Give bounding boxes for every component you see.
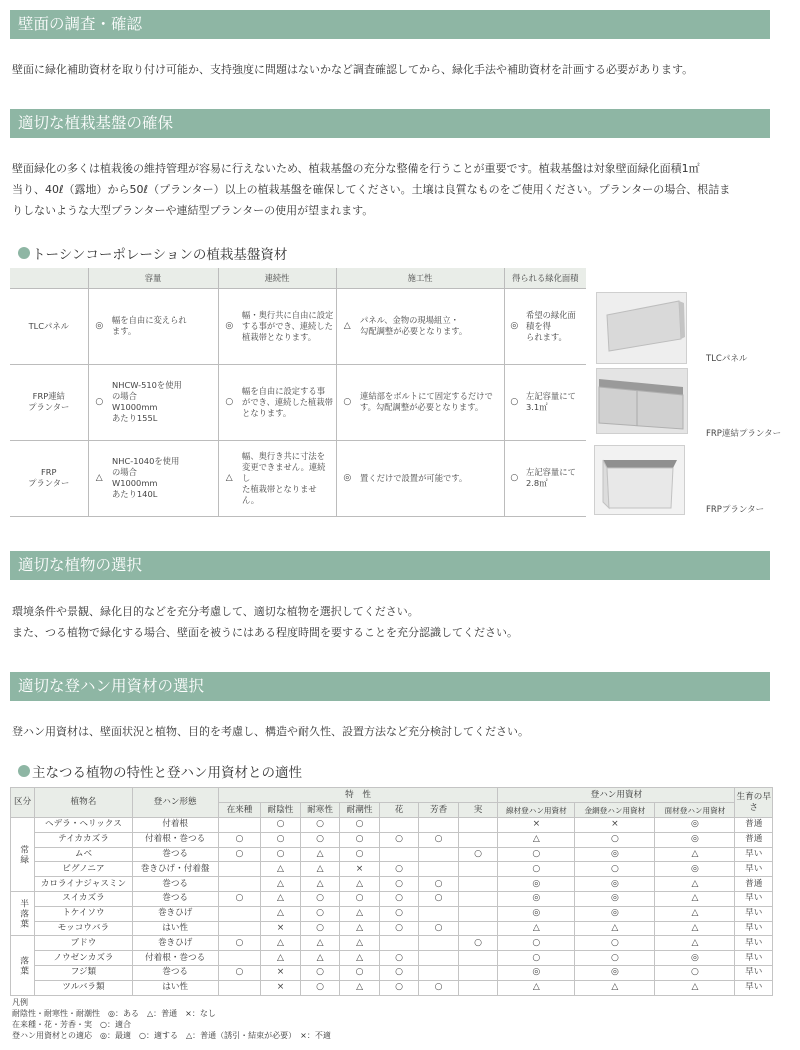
trait-mark xyxy=(419,965,459,980)
cell-line: 勾配調整が必要となります。 xyxy=(360,326,468,336)
materials-heading-text: トーシンコーポレーションの植栽基盤資材 xyxy=(32,247,288,263)
header-trait: 実 xyxy=(458,803,498,818)
material-suitability: ◎ xyxy=(655,818,735,833)
trait-mark: △ xyxy=(300,951,340,966)
cell-line: W1000mm xyxy=(112,478,158,488)
material-suitability: ◎ xyxy=(575,906,655,921)
trait-mark: △ xyxy=(340,906,380,921)
cell-line: パネル、金物の現場組立・ xyxy=(360,315,459,325)
plant-name: フジ類 xyxy=(35,965,132,980)
material-suitability: ◎ xyxy=(498,906,575,921)
header-climb-form: 登ハン形態 xyxy=(132,788,218,818)
trait-mark xyxy=(218,921,261,936)
header-growth-speed: 生育の早さ xyxy=(735,788,773,818)
trait-mark: △ xyxy=(340,936,380,951)
plant-row xyxy=(11,936,773,951)
tlc-panel-photo xyxy=(596,292,687,364)
cell-line: 左記容量にて3.1㎡ xyxy=(526,391,576,412)
text-line: 当り、40ℓ（露地）から50ℓ（プランター）以上の植栽基盤を確保してください。土壌は良質なものをご使用ください。プランターの場合、根詰ま xyxy=(12,183,731,196)
trait-mark: △ xyxy=(261,951,301,966)
cell-line: 幅を自由に設定する事 xyxy=(242,385,325,396)
plant-characteristics-table xyxy=(10,787,773,996)
material-suitability: ◎ xyxy=(498,877,575,892)
material-suitability: ◎ xyxy=(575,847,655,862)
trait-mark xyxy=(419,951,459,966)
header-trait: 芳香 xyxy=(419,803,459,818)
trait-mark: ○ xyxy=(419,832,459,847)
trait-mark xyxy=(218,877,261,892)
plant-category: 落葉 xyxy=(11,936,35,995)
trait-mark: △ xyxy=(340,951,380,966)
continuity-text xyxy=(240,288,336,364)
trait-mark: ○ xyxy=(379,906,419,921)
growth-speed: 普通 xyxy=(735,877,773,892)
trait-mark xyxy=(458,818,498,833)
capacity-mark: ◎ xyxy=(88,288,110,364)
material-name xyxy=(10,288,88,364)
cell-line: た植栽帯となりません。 xyxy=(242,483,317,505)
trait-mark xyxy=(458,951,498,966)
material-suitability: ◎ xyxy=(498,965,575,980)
material-suitability: △ xyxy=(655,936,735,951)
plant-selection-text xyxy=(12,601,772,643)
section-title-planting-base: 適切な植栽基盤の確保 xyxy=(10,109,770,138)
trait-mark xyxy=(458,965,498,980)
trait-mark xyxy=(458,832,498,847)
material-suitability: × xyxy=(575,818,655,833)
header-climbing-materials: 登ハン用資材 xyxy=(498,788,735,803)
trait-mark: ○ xyxy=(379,951,419,966)
climbing-materials-text: 登ハン用資材は、壁面状況と植物、目的を考慮し、構造や耐久性、設置方法など充分検討してください。 xyxy=(12,725,529,738)
trait-mark: ○ xyxy=(300,891,340,906)
plants-heading xyxy=(18,761,302,781)
workability-mark: ◎ xyxy=(336,440,358,516)
plant-name: ツルバラ類 xyxy=(35,980,132,995)
trait-mark: △ xyxy=(261,862,301,877)
trait-mark xyxy=(379,818,419,833)
growth-speed: 早い xyxy=(735,906,773,921)
header-trait: 耐潮性 xyxy=(340,803,380,818)
material-name xyxy=(10,440,88,516)
material-suitability: △ xyxy=(655,877,735,892)
trait-mark: × xyxy=(261,965,301,980)
cell-line: する事ができ、連続した xyxy=(242,320,333,331)
header-trait: 在来種 xyxy=(218,803,261,818)
material-suitability: ◎ xyxy=(498,891,575,906)
materials-header-blank xyxy=(10,268,88,288)
header-category: 区分 xyxy=(11,788,35,818)
climb-form: 付着根・巻つる xyxy=(132,832,218,847)
bullet-dot-icon xyxy=(18,247,30,259)
growth-speed: 普通 xyxy=(735,818,773,833)
trait-mark: ○ xyxy=(458,847,498,862)
trait-mark xyxy=(419,936,459,951)
trait-mark: ○ xyxy=(300,832,340,847)
plant-row xyxy=(11,951,773,966)
materials-header: 容量 xyxy=(88,268,218,288)
material-suitability: ◎ xyxy=(655,951,735,966)
trait-mark: ○ xyxy=(419,891,459,906)
bullet-dot-icon xyxy=(18,765,30,777)
trait-mark: ○ xyxy=(458,936,498,951)
workability-text xyxy=(358,440,504,516)
materials-row xyxy=(10,364,586,440)
material-suitability: ○ xyxy=(498,847,575,862)
cell-line: 幅・奥行共に自由に設定 xyxy=(242,309,334,320)
continuity-mark: △ xyxy=(218,440,240,516)
cell-line: られます。 xyxy=(526,331,567,342)
legend-line: 在来種・花・芳香・実 ○：適合 xyxy=(12,1020,131,1029)
continuity-mark: ○ xyxy=(218,364,240,440)
frp-connected-planter-illustration xyxy=(597,369,687,433)
material-suitability: △ xyxy=(498,921,575,936)
trait-mark: ○ xyxy=(300,818,340,833)
trait-mark: △ xyxy=(340,877,380,892)
trait-mark xyxy=(419,818,459,833)
trait-mark: ○ xyxy=(379,877,419,892)
materials-header: 得られる緑化面積 xyxy=(504,268,586,288)
trait-mark: ○ xyxy=(419,980,459,995)
header-material: 金網登ハン用資材 xyxy=(575,803,655,818)
cell-line: ができ、連続した植栽帯 xyxy=(242,396,333,407)
capacity-text xyxy=(110,364,218,440)
trait-mark: ○ xyxy=(340,965,380,980)
trait-mark xyxy=(218,951,261,966)
material-suitability: ○ xyxy=(575,862,655,877)
capacity-mark: ○ xyxy=(88,364,110,440)
trait-mark: × xyxy=(261,980,301,995)
climb-form: はい性 xyxy=(132,980,218,995)
plant-row xyxy=(11,832,773,847)
trait-mark: ○ xyxy=(261,832,301,847)
trait-mark xyxy=(419,862,459,877)
frp-planter-illustration xyxy=(595,446,684,514)
plant-name: トケイソウ xyxy=(35,906,132,921)
trait-mark xyxy=(379,847,419,862)
climb-form: 巻つる xyxy=(132,965,218,980)
capacity-text xyxy=(110,440,218,516)
material-suitability: ◎ xyxy=(575,877,655,892)
cell-line: NHCW-510を使用 xyxy=(112,380,182,390)
cell-line: NHC-1040を使用 xyxy=(112,456,180,466)
legend-line: 凡例 xyxy=(12,998,28,1007)
trait-mark: ○ xyxy=(261,818,301,833)
material-suitability: ◎ xyxy=(655,862,735,877)
header-trait: 花 xyxy=(379,803,419,818)
cell-line: 希望の緑化面積を得 xyxy=(526,309,576,331)
trait-mark: ○ xyxy=(218,891,261,906)
material-suitability: △ xyxy=(655,980,735,995)
frp-connected-planter-photo xyxy=(596,368,688,434)
trait-mark: △ xyxy=(261,906,301,921)
cell-line: W1000mm xyxy=(112,402,158,412)
legend-line: 登ハン用資材との適応 ◎：最適 ○：適する △：普通（誘引・結束が必要） ×：不適 xyxy=(12,1031,331,1040)
materials-row xyxy=(10,288,586,364)
plant-row xyxy=(11,965,773,980)
workability-text xyxy=(358,288,504,364)
legend-line: 耐陰性・耐寒性・耐潮性 ◎：ある △：普通 ×：なし xyxy=(12,1009,216,1018)
climb-form: 巻きひげ・付着盤 xyxy=(132,862,218,877)
material-suitability: ◎ xyxy=(575,965,655,980)
trait-mark: △ xyxy=(340,980,380,995)
area-mark: ◎ xyxy=(504,288,524,364)
material-suitability: ◎ xyxy=(655,832,735,847)
header-material: 線材登ハン用資材 xyxy=(498,803,575,818)
material-suitability: ○ xyxy=(575,936,655,951)
trait-mark: △ xyxy=(261,936,301,951)
climb-form: はい性 xyxy=(132,921,218,936)
material-suitability: ○ xyxy=(498,951,575,966)
trait-mark: △ xyxy=(261,877,301,892)
text-line: また、つる植物で緑化する場合、壁面を被うにはある程度時間を要することを充分認識してください。 xyxy=(12,626,518,639)
cell-line: 置くだけで設置が可能です。 xyxy=(360,472,468,483)
material-suitability: △ xyxy=(575,980,655,995)
text-line: 環境条件や景観、緑化目的などを充分考慮して、適切な植物を選択してください。 xyxy=(12,605,419,618)
frp-planter-photo xyxy=(594,445,685,515)
trait-mark xyxy=(458,906,498,921)
area-mark: ○ xyxy=(504,364,524,440)
plant-row xyxy=(11,877,773,892)
trait-mark: ○ xyxy=(218,832,261,847)
material-suitability: ○ xyxy=(575,951,655,966)
trait-mark: ○ xyxy=(379,921,419,936)
section-title-climbing-materials: 適切な登ハン用資材の選択 xyxy=(10,672,770,701)
trait-mark: ○ xyxy=(300,965,340,980)
plant-row xyxy=(11,891,773,906)
plant-name: ムベ xyxy=(35,847,132,862)
trait-mark: ○ xyxy=(340,891,380,906)
material-suitability: ○ xyxy=(575,832,655,847)
area-text xyxy=(524,288,586,364)
trait-mark: ○ xyxy=(419,877,459,892)
material-suitability: △ xyxy=(655,921,735,936)
materials-table xyxy=(10,268,586,517)
cell-line: あたり140L xyxy=(112,489,158,499)
trait-mark xyxy=(458,921,498,936)
area-mark: ○ xyxy=(504,440,524,516)
plant-row xyxy=(11,847,773,862)
plant-name: テイカカズラ xyxy=(35,832,132,847)
trait-mark: ○ xyxy=(218,847,261,862)
material-suitability: ○ xyxy=(498,936,575,951)
trait-mark xyxy=(458,891,498,906)
area-text xyxy=(524,364,586,440)
trait-mark: △ xyxy=(340,921,380,936)
tlc-panel-illustration xyxy=(597,293,686,363)
materials-header: 施工性 xyxy=(336,268,504,288)
trait-mark: △ xyxy=(300,936,340,951)
plant-name: ヘデラ・ヘリックス xyxy=(35,818,132,833)
plant-row xyxy=(11,921,773,936)
cell-line: あたり155L xyxy=(112,413,158,423)
trait-mark: × xyxy=(261,921,301,936)
plant-row xyxy=(11,980,773,995)
material-name xyxy=(10,364,88,440)
trait-mark: ○ xyxy=(300,980,340,995)
trait-mark: ○ xyxy=(340,832,380,847)
header-plant-name: 植物名 xyxy=(35,788,132,818)
plant-name: ブドウ xyxy=(35,936,132,951)
plant-category: 半落葉 xyxy=(11,891,35,935)
trait-mark: ○ xyxy=(300,921,340,936)
material-suitability: △ xyxy=(655,906,735,921)
header-material: 面材登ハン用資材 xyxy=(655,803,735,818)
cell-line: ます。 xyxy=(112,326,137,336)
cell-line: 幅、奥行き共に寸法を xyxy=(242,450,325,461)
growth-speed: 早い xyxy=(735,921,773,936)
climb-form: 巻きひげ xyxy=(132,936,218,951)
material-suitability: ◎ xyxy=(575,891,655,906)
material-suitability: ○ xyxy=(655,965,735,980)
trait-mark: △ xyxy=(300,847,340,862)
trait-mark: △ xyxy=(300,877,340,892)
trait-mark xyxy=(458,980,498,995)
materials-heading xyxy=(18,243,287,263)
trait-mark: × xyxy=(340,862,380,877)
trait-mark: △ xyxy=(261,891,301,906)
continuity-text xyxy=(240,440,336,516)
trait-mark: ○ xyxy=(300,906,340,921)
plant-name: スイカズラ xyxy=(35,891,132,906)
materials-header: 連続性 xyxy=(218,268,336,288)
trait-mark xyxy=(218,862,261,877)
trait-mark: ○ xyxy=(340,818,380,833)
text-line: 壁面緑化の多くは植栽後の維持管理が容易に行えないため、植栽基盤の充分な整備を行うことが重要です。植栽基盤は対象壁面緑化面積1㎡ xyxy=(12,162,700,175)
material-suitability: △ xyxy=(498,832,575,847)
plant-row xyxy=(11,862,773,877)
trait-mark: △ xyxy=(300,862,340,877)
growth-speed: 早い xyxy=(735,965,773,980)
growth-speed: 普通 xyxy=(735,832,773,847)
photo-caption: TLCパネル xyxy=(706,354,748,364)
trait-mark: ○ xyxy=(218,965,261,980)
trait-mark: ○ xyxy=(340,847,380,862)
trait-mark: ○ xyxy=(419,921,459,936)
plant-row xyxy=(11,818,773,833)
trait-mark xyxy=(419,847,459,862)
trait-mark xyxy=(218,980,261,995)
climb-form: 付着根 xyxy=(132,818,218,833)
header-traits: 特 性 xyxy=(218,788,498,803)
legend xyxy=(12,997,331,1041)
plant-name: ビグノニア xyxy=(35,862,132,877)
material-suitability: × xyxy=(498,818,575,833)
cell-line: 連結部をボルトにて固定するだけで xyxy=(360,391,493,401)
name-line: FRP連結 xyxy=(32,391,65,401)
cell-line: 幅を自由に変えられ xyxy=(112,315,187,325)
growth-speed: 早い xyxy=(735,862,773,877)
material-suitability: ○ xyxy=(498,862,575,877)
continuity-text xyxy=(240,364,336,440)
growth-speed: 早い xyxy=(735,891,773,906)
material-suitability: △ xyxy=(655,847,735,862)
capacity-mark: △ xyxy=(88,440,110,516)
wall-survey-text: 壁面に緑化補助資材を取り付け可能か、支持強度に問題はないかなど調査確認してから、緑化手法や補助資材を計画する必要があります。 xyxy=(12,63,694,76)
section-title-wall-survey: 壁面の調査・確認 xyxy=(10,10,770,39)
climb-form: 付着根・巻つる xyxy=(132,951,218,966)
planting-base-text xyxy=(12,158,772,221)
cell-line: 変更できません。連続し xyxy=(242,461,326,483)
trait-mark xyxy=(458,862,498,877)
trait-mark xyxy=(419,906,459,921)
workability-text xyxy=(358,364,504,440)
plant-name: モッコウバラ xyxy=(35,921,132,936)
photo-caption: FRP連結プランター xyxy=(706,429,782,439)
cell-line: となります。 xyxy=(242,407,292,418)
trait-mark: ○ xyxy=(379,980,419,995)
trait-mark xyxy=(218,818,261,833)
plant-category: 常緑 xyxy=(11,818,35,892)
header-trait: 耐陰性 xyxy=(261,803,301,818)
name-line: プランター xyxy=(28,402,70,412)
photo-caption: FRPプランター xyxy=(706,505,765,515)
area-text xyxy=(524,440,586,516)
trait-mark: ○ xyxy=(379,891,419,906)
materials-row xyxy=(10,440,586,516)
cell-line: 左記容量にて2.8㎡ xyxy=(526,467,576,488)
cell-line: の場合 xyxy=(112,391,137,401)
plant-row xyxy=(11,906,773,921)
climb-form: 巻つる xyxy=(132,877,218,892)
cell-line: の場合 xyxy=(112,467,137,477)
climb-form: 巻つる xyxy=(132,847,218,862)
trait-mark: ○ xyxy=(379,862,419,877)
cell-line: 植栽帯となります。 xyxy=(242,331,317,342)
growth-speed: 早い xyxy=(735,980,773,995)
workability-mark: ○ xyxy=(336,364,358,440)
material-suitability: △ xyxy=(655,891,735,906)
trait-mark xyxy=(458,877,498,892)
workability-mark: △ xyxy=(336,288,358,364)
continuity-mark: ◎ xyxy=(218,288,240,364)
climb-form: 巻きひげ xyxy=(132,906,218,921)
name-line: プランター xyxy=(28,478,70,488)
material-suitability: △ xyxy=(498,980,575,995)
cell-line: す。勾配調整が必要となります。 xyxy=(360,402,484,412)
header-trait: 耐寒性 xyxy=(300,803,340,818)
plant-name: ノウゼンカズラ xyxy=(35,951,132,966)
section-title-plant-selection: 適切な植物の選択 xyxy=(10,551,770,580)
plant-name: カロライナジャスミン xyxy=(35,877,132,892)
trait-mark: ○ xyxy=(379,965,419,980)
material-suitability: △ xyxy=(575,921,655,936)
capacity-text xyxy=(110,288,218,364)
plants-heading-text: 主なつる植物の特性と登ハン用資材との適性 xyxy=(32,765,302,781)
climb-form: 巻つる xyxy=(132,891,218,906)
trait-mark: ○ xyxy=(379,832,419,847)
trait-mark: ○ xyxy=(261,847,301,862)
name-line: FRP xyxy=(40,467,57,477)
trait-mark xyxy=(379,936,419,951)
growth-speed: 早い xyxy=(735,951,773,966)
name-line: TLCパネル xyxy=(28,320,69,331)
growth-speed: 早い xyxy=(735,847,773,862)
trait-mark xyxy=(218,906,261,921)
trait-mark: ○ xyxy=(218,936,261,951)
text-line: りしないような大型プランターや連結型プランターの使用が望まれます。 xyxy=(12,204,374,217)
growth-speed: 早い xyxy=(735,936,773,951)
